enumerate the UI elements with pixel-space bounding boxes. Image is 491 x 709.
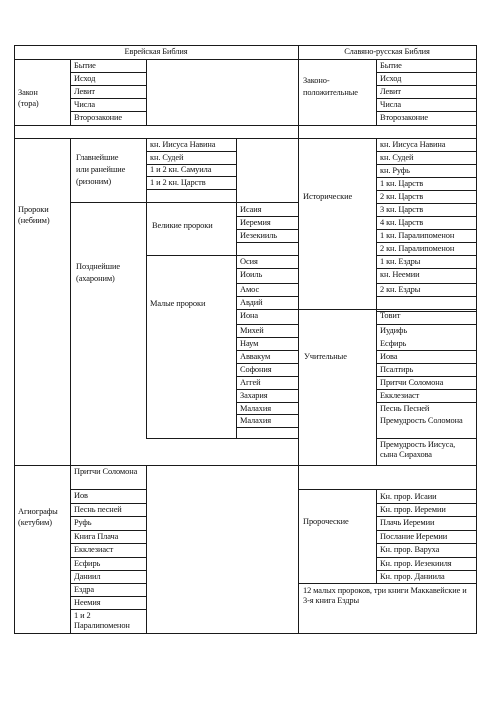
writings-book: Песнь песней [74,505,122,514]
book-row-rule [236,337,299,338]
minor-prophet-book: Малахия [240,404,271,413]
book-row-rule [236,268,299,269]
book-row-rule [376,216,477,217]
book-row-rule [70,72,147,73]
book-row-rule [146,151,237,152]
latter-prophets-sublabel: (ахароним) [76,274,115,283]
prophetic-book: Послание Иеремии [380,532,448,541]
major-prophet-book: Исаия [240,205,262,214]
minor-prophet-book: Амос [240,285,260,294]
legal-book: Числа [380,100,402,109]
historical-book: 2 кн. Царств [380,192,424,201]
teaching-book: Иова [380,352,398,361]
writings-sublabel: (кетубим) [18,518,52,527]
book-row-rule [236,229,299,230]
writings-book: Даниил [74,572,101,581]
major-prophet-book: Иеремия [240,218,271,227]
book-row-rule [376,350,477,351]
book-row-rule [236,350,299,351]
minor-prophets-bottom [146,438,299,439]
historical-book: Есфирь [380,339,407,348]
law-book: Исход [74,74,96,83]
book-row-rule [376,530,477,531]
historical-book: 2 кн. Паралипоменон [380,244,455,253]
prophetic-bottom-border [298,583,477,584]
writings-book: Притчи Соломона [74,467,138,476]
book-row-rule [376,229,477,230]
book-row-rule [236,283,299,284]
writings-book: Ездра [74,585,94,594]
historical-book: 1 кн. Паралипоменон [380,231,455,240]
historical-book: 2 кн. Ездры [380,285,421,294]
historical-label: Исторические [303,192,353,201]
historical-book: кн. Неемии [380,270,420,279]
historical-book: Товит [380,311,401,320]
book-row-rule [70,98,147,99]
book-row-rule [236,427,299,428]
writings-book: Неемия [74,598,101,607]
book-row-rule [376,190,477,191]
writings-label: Агиографы [18,507,58,516]
major-prophet-book: Иезекииль [240,231,278,240]
hebrew-sublabel-divider [70,59,71,126]
book-row-rule [376,389,477,390]
book-row-rule [70,596,147,597]
minor-prophet-book: Аввакум [240,352,271,361]
legal-label: Законо- [303,76,330,85]
slavonic-books-left [376,138,377,466]
book-row-rule [376,72,477,73]
minor-prophet-book: Осия [240,257,258,266]
prophetic-book: Плачь Иеремии [380,518,435,527]
historical-book: кн. Иисуса Навина [380,140,446,149]
law-book: Числа [74,100,96,109]
former-prophet-book: 1 и 2 кн. Самуила [150,165,212,174]
minor-prophet-book: Наум [240,339,259,348]
book-row-rule [376,516,477,517]
book-row-rule [70,503,147,504]
book-row-rule [236,389,299,390]
historical-book: Иудифь [380,326,408,335]
legal-book: Исход [380,74,402,83]
latter-books-left [236,202,237,439]
former-bottom-border [70,202,299,203]
major-prophets-label: Великие пророки [152,221,213,230]
latter-prophets-label: Позднейшие [76,262,120,271]
writings-book: Иов [74,491,88,500]
book-row-rule [70,609,147,610]
prophetic-book: Кн. прор. Иеремии [380,505,446,514]
book-row-rule [236,376,299,377]
prophets-sublabel: (небиим) [18,216,50,225]
book-row-rule [376,296,477,297]
bible-divider [298,45,299,634]
book-row-rule [376,111,477,112]
book-row-rule [376,98,477,99]
minor-prophet-book: Аггей [240,378,261,387]
prophetic-book: Кн. прор. Иезекииля [380,559,452,568]
minor-prophet-book: Захария [240,391,268,400]
slavonic-bible-header: Славяно-русская Библия [344,47,430,56]
former-prophet-book: 1 и 2 кн. Царств [150,178,206,187]
major-prophets-bottom [146,255,299,256]
minor-prophet-book: Софония [240,365,272,374]
law-book: Левит [74,87,95,96]
teaching-bottom-border [298,465,477,466]
former-books-left [146,138,147,203]
writings-book: Руфь [74,518,92,527]
book-row-rule [70,530,147,531]
teaching-book: Премудрость Иисуса, сына Сирахова [380,440,456,459]
book-row-rule [376,177,477,178]
prophets-label: Пророки [18,205,49,214]
historical-book: кн. Руфь [380,166,410,175]
book-row-rule [70,543,147,544]
book-row-rule [236,296,299,297]
legal-book: Второзаконие [380,113,429,122]
teaching-book: Премудрость Соломона [380,416,463,425]
book-row-rule [376,324,477,325]
book-row-rule [70,85,147,86]
writings-book: 1 и 2 Паралипоменон [74,611,130,630]
book-row-rule [146,189,237,190]
historical-book: 1 кн. Ездры [380,257,421,266]
minor-prophet-book: Иоиль [240,270,263,279]
writings-book: Екклезиаст [74,545,114,554]
book-row-rule [236,363,299,364]
book-row-rule [376,151,477,152]
book-row-rule [376,402,477,403]
table-bottom-border [14,633,477,634]
hebrew-books-right [146,59,147,126]
book-row-rule [376,543,477,544]
law-bottom-border [14,125,299,126]
book-row-rule [376,164,477,165]
header-bottom-border [14,59,477,60]
teaching-book: Псалтирь [380,365,414,374]
law-label: Закон [18,88,38,97]
teaching-spacer-border [298,489,477,490]
former-prophets-sublabel: (ризоним) [76,177,112,186]
minor-prophet-book: Иона [240,311,259,320]
book-row-rule [70,583,147,584]
prophetic-book: Кн. прор. Исаии [380,492,437,501]
table-right-border [476,45,477,634]
book-row-rule [70,570,147,571]
minor-prophet-book: Малахия [240,416,271,425]
hebrew-bible-header: Еврейская Библия [124,47,188,56]
book-row-rule [376,503,477,504]
teaching-label: Учительные [304,352,347,361]
book-row-rule [70,557,147,558]
book-row-rule [376,283,477,284]
book-row-rule [236,216,299,217]
prophetic-book: Кн. прор. Варуха [380,545,440,554]
book-row-rule [376,376,477,377]
table-top-border [14,45,477,46]
prophets-bottom-border [14,465,299,466]
former-books-right [236,138,237,203]
book-row-rule [376,85,477,86]
historical-book: кн. Судей [380,153,414,162]
teaching-book: Притчи Соломона [380,378,444,387]
footnote-text: 12 малых пророков, три книги Маккавейские и 3-я книга Ездры [303,586,467,605]
book-row-rule [376,255,477,256]
book-row-rule [376,242,477,243]
book-row-rule [376,557,477,558]
prophetic-label: Пророческие [303,517,349,526]
teaching-book: Песнь Песней [380,404,430,413]
legal-book: Левит [380,87,401,96]
legal-spacer-border [298,138,477,139]
historical-book: 4 кн. Царств [380,218,424,227]
book-row-rule [236,324,299,325]
former-prophet-book: кн. Иисуса Навина [150,140,216,149]
book-row-rule [236,402,299,403]
teaching-book: Екклезиаст [380,391,420,400]
prophets-sublabel-divider [70,138,71,466]
law-book: Бытие [74,61,96,70]
minor-prophets-label: Малые пророки [150,299,206,308]
law-book: Второзаконие [74,113,123,122]
book-row-rule [376,363,477,364]
minor-prophet-book: Михей [240,326,264,335]
book-row-rule [70,111,147,112]
book-row-rule [376,268,477,269]
writings-book: Есфирь [74,559,101,568]
book-row-rule [376,203,477,204]
legal-sublabel: положительные [303,88,358,97]
book-row-rule [70,516,147,517]
former-prophets-sublabel: или ранейшие [76,165,126,174]
legal-bottom-border [298,125,477,126]
historical-bottom-border [298,309,477,310]
slavonic-books-left [376,59,377,126]
legal-book: Бытие [380,61,402,70]
law-spacer-border [14,138,299,139]
latter-group-divider [146,202,147,439]
historical-book: 1 кн. Царств [380,179,424,188]
book-row-rule [236,414,299,415]
former-prophets-label: Главнейшие [76,153,119,162]
book-row-rule [236,242,299,243]
book-row-rule [70,489,147,490]
writings-book: Книга Плача [74,532,119,541]
book-row-rule [146,176,237,177]
law-sublabel: (тора) [18,99,39,108]
prophetic-book: Кн. прор. Даниила [380,572,445,581]
book-row-rule [376,570,477,571]
historical-book: 3 кн. Царств [380,205,424,214]
minor-prophet-book: Авдий [240,298,263,307]
former-prophet-book: кн. Судей [150,153,184,162]
book-row-rule [236,309,299,310]
table-left-border [14,45,15,634]
book-row-rule [376,438,477,439]
